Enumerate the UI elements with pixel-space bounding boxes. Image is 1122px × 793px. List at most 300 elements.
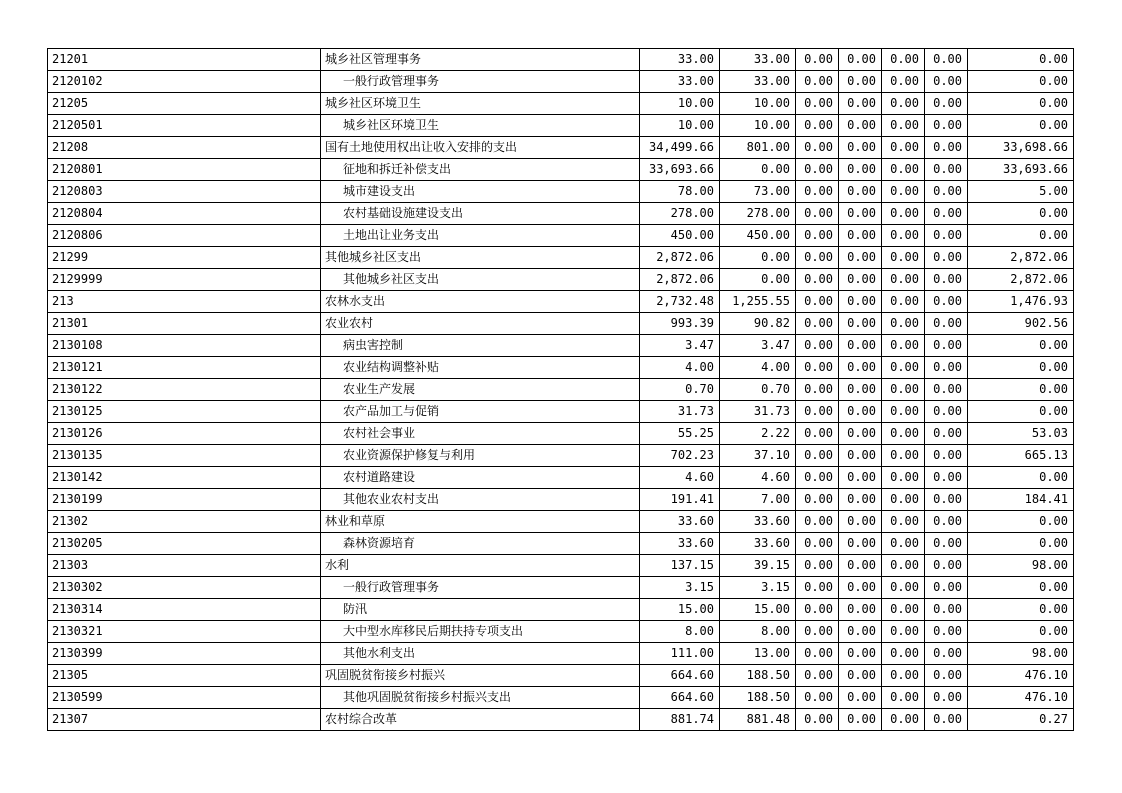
amount-cell: 4.60 <box>640 467 720 489</box>
amount-cell: 0.00 <box>796 159 839 181</box>
amount-cell: 0.00 <box>925 401 968 423</box>
amount-cell: 0.00 <box>720 247 796 269</box>
amount-cell: 98.00 <box>968 643 1074 665</box>
amount-cell: 0.00 <box>968 115 1074 137</box>
amount-cell: 450.00 <box>640 225 720 247</box>
amount-cell: 0.00 <box>925 599 968 621</box>
amount-cell: 0.00 <box>968 621 1074 643</box>
amount-cell: 0.00 <box>796 247 839 269</box>
amount-cell: 881.74 <box>640 709 720 731</box>
subject-name-cell: 城乡社区环境卫生 <box>321 115 640 137</box>
subject-code-cell: 21299 <box>48 247 321 269</box>
amount-cell: 1,255.55 <box>720 291 796 313</box>
amount-cell: 33.00 <box>720 71 796 93</box>
amount-cell: 53.03 <box>968 423 1074 445</box>
subject-name-cell: 农产品加工与促销 <box>321 401 640 423</box>
amount-cell: 0.00 <box>925 511 968 533</box>
amount-cell: 0.00 <box>839 401 882 423</box>
amount-cell: 0.00 <box>839 555 882 577</box>
amount-cell: 13.00 <box>720 643 796 665</box>
amount-cell: 188.50 <box>720 665 796 687</box>
subject-name-cell: 征地和拆迁补偿支出 <box>321 159 640 181</box>
amount-cell: 0.00 <box>839 665 882 687</box>
amount-cell: 0.00 <box>796 709 839 731</box>
amount-cell: 37.10 <box>720 445 796 467</box>
amount-cell: 0.00 <box>839 203 882 225</box>
table-row <box>48 489 1074 511</box>
table-row <box>48 247 1074 269</box>
amount-cell: 0.00 <box>968 577 1074 599</box>
amount-cell: 801.00 <box>720 137 796 159</box>
amount-cell: 191.41 <box>640 489 720 511</box>
amount-cell: 3.15 <box>640 577 720 599</box>
amount-cell: 0.00 <box>882 313 925 335</box>
amount-cell: 0.00 <box>925 71 968 93</box>
subject-code-cell: 2120501 <box>48 115 321 137</box>
amount-cell: 0.00 <box>925 137 968 159</box>
amount-cell: 0.00 <box>839 357 882 379</box>
subject-name-cell: 其他农业农村支出 <box>321 489 640 511</box>
amount-cell: 0.00 <box>882 687 925 709</box>
amount-cell: 0.00 <box>925 687 968 709</box>
amount-cell: 0.00 <box>882 247 925 269</box>
subject-code-cell: 2130314 <box>48 599 321 621</box>
amount-cell: 0.00 <box>925 621 968 643</box>
amount-cell: 0.00 <box>925 555 968 577</box>
amount-cell: 0.00 <box>839 335 882 357</box>
subject-code-cell: 21303 <box>48 555 321 577</box>
table-row <box>48 621 1074 643</box>
amount-cell: 0.00 <box>882 269 925 291</box>
table-row <box>48 93 1074 115</box>
table-row <box>48 137 1074 159</box>
amount-cell: 0.00 <box>796 203 839 225</box>
amount-cell: 0.00 <box>796 467 839 489</box>
table-row <box>48 357 1074 379</box>
subject-name-cell: 水利 <box>321 555 640 577</box>
table-row <box>48 225 1074 247</box>
amount-cell: 31.73 <box>640 401 720 423</box>
table-row <box>48 467 1074 489</box>
subject-code-cell: 21302 <box>48 511 321 533</box>
amount-cell: 450.00 <box>720 225 796 247</box>
subject-name-cell: 农业生产发展 <box>321 379 640 401</box>
subject-name-cell: 森林资源培育 <box>321 533 640 555</box>
amount-cell: 0.00 <box>720 269 796 291</box>
table-row <box>48 71 1074 93</box>
amount-cell: 0.00 <box>968 225 1074 247</box>
amount-cell: 188.50 <box>720 687 796 709</box>
amount-cell: 0.00 <box>882 159 925 181</box>
amount-cell: 0.00 <box>882 137 925 159</box>
subject-name-cell: 病虫害控制 <box>321 335 640 357</box>
table-row <box>48 599 1074 621</box>
subject-name-cell: 防汛 <box>321 599 640 621</box>
table-row <box>48 577 1074 599</box>
amount-cell: 0.00 <box>796 577 839 599</box>
amount-cell: 0.00 <box>796 665 839 687</box>
amount-cell: 278.00 <box>720 203 796 225</box>
subject-code-cell: 2130121 <box>48 357 321 379</box>
amount-cell: 0.00 <box>796 335 839 357</box>
amount-cell: 0.00 <box>882 423 925 445</box>
subject-name-cell: 其他巩固脱贫衔接乡村振兴支出 <box>321 687 640 709</box>
amount-cell: 0.00 <box>968 511 1074 533</box>
amount-cell: 0.00 <box>839 137 882 159</box>
amount-cell: 184.41 <box>968 489 1074 511</box>
amount-cell: 33,693.66 <box>968 159 1074 181</box>
amount-cell: 0.00 <box>925 247 968 269</box>
amount-cell: 0.00 <box>882 49 925 71</box>
amount-cell: 476.10 <box>968 687 1074 709</box>
amount-cell: 0.00 <box>839 225 882 247</box>
subject-name-cell: 城乡社区环境卫生 <box>321 93 640 115</box>
amount-cell: 0.00 <box>839 159 882 181</box>
amount-cell: 78.00 <box>640 181 720 203</box>
subject-name-cell: 一般行政管理事务 <box>321 577 640 599</box>
subject-code-cell: 2120806 <box>48 225 321 247</box>
amount-cell: 902.56 <box>968 313 1074 335</box>
amount-cell: 90.82 <box>720 313 796 335</box>
amount-cell: 0.00 <box>882 511 925 533</box>
amount-cell: 73.00 <box>720 181 796 203</box>
subject-name-cell: 城市建设支出 <box>321 181 640 203</box>
amount-cell: 33.00 <box>640 71 720 93</box>
subject-name-cell: 土地出让业务支出 <box>321 225 640 247</box>
table-row <box>48 335 1074 357</box>
subject-name-cell: 农业资源保护修复与利用 <box>321 445 640 467</box>
amount-cell: 702.23 <box>640 445 720 467</box>
amount-cell: 0.00 <box>968 599 1074 621</box>
amount-cell: 0.00 <box>968 467 1074 489</box>
amount-cell: 0.70 <box>720 379 796 401</box>
amount-cell: 0.00 <box>968 379 1074 401</box>
subject-code-cell: 2130399 <box>48 643 321 665</box>
amount-cell: 0.00 <box>882 555 925 577</box>
subject-name-cell: 农业结构调整补贴 <box>321 357 640 379</box>
subject-code-cell: 2120803 <box>48 181 321 203</box>
subject-code-cell: 2120801 <box>48 159 321 181</box>
amount-cell: 0.00 <box>796 291 839 313</box>
amount-cell: 111.00 <box>640 643 720 665</box>
table-row <box>48 115 1074 137</box>
amount-cell: 0.00 <box>925 467 968 489</box>
amount-cell: 7.00 <box>720 489 796 511</box>
amount-cell: 33.60 <box>640 533 720 555</box>
amount-cell: 0.00 <box>968 49 1074 71</box>
subject-code-cell: 21305 <box>48 665 321 687</box>
amount-cell: 0.00 <box>882 401 925 423</box>
amount-cell: 0.00 <box>925 181 968 203</box>
amount-cell: 33.60 <box>640 511 720 533</box>
amount-cell: 0.00 <box>796 379 839 401</box>
amount-cell: 0.00 <box>925 709 968 731</box>
table-body <box>48 49 1074 731</box>
amount-cell: 0.00 <box>925 445 968 467</box>
amount-cell: 0.00 <box>925 203 968 225</box>
subject-code-cell: 2130108 <box>48 335 321 357</box>
amount-cell: 0.00 <box>796 313 839 335</box>
amount-cell: 31.73 <box>720 401 796 423</box>
amount-cell: 0.70 <box>640 379 720 401</box>
amount-cell: 0.00 <box>796 357 839 379</box>
subject-name-cell: 大中型水库移民后期扶持专项支出 <box>321 621 640 643</box>
amount-cell: 33.00 <box>640 49 720 71</box>
table-row <box>48 533 1074 555</box>
amount-cell: 0.00 <box>968 401 1074 423</box>
amount-cell: 0.00 <box>796 621 839 643</box>
amount-cell: 0.00 <box>839 49 882 71</box>
amount-cell: 3.47 <box>720 335 796 357</box>
table-row <box>48 423 1074 445</box>
amount-cell: 33.60 <box>720 511 796 533</box>
amount-cell: 0.00 <box>882 577 925 599</box>
amount-cell: 0.00 <box>839 379 882 401</box>
amount-cell: 98.00 <box>968 555 1074 577</box>
amount-cell: 0.27 <box>968 709 1074 731</box>
table-row <box>48 203 1074 225</box>
amount-cell: 0.00 <box>796 643 839 665</box>
amount-cell: 2,872.06 <box>968 247 1074 269</box>
amount-cell: 664.60 <box>640 665 720 687</box>
subject-name-cell: 农林水支出 <box>321 291 640 313</box>
amount-cell: 0.00 <box>796 533 839 555</box>
amount-cell: 2,872.06 <box>640 269 720 291</box>
amount-cell: 0.00 <box>968 533 1074 555</box>
amount-cell: 0.00 <box>925 159 968 181</box>
subject-code-cell: 2130142 <box>48 467 321 489</box>
amount-cell: 0.00 <box>882 379 925 401</box>
amount-cell: 10.00 <box>720 93 796 115</box>
amount-cell: 0.00 <box>925 357 968 379</box>
amount-cell: 0.00 <box>925 577 968 599</box>
amount-cell: 0.00 <box>796 687 839 709</box>
amount-cell: 0.00 <box>882 467 925 489</box>
amount-cell: 33.00 <box>720 49 796 71</box>
amount-cell: 3.47 <box>640 335 720 357</box>
table-row <box>48 269 1074 291</box>
amount-cell: 0.00 <box>882 621 925 643</box>
subject-code-cell: 21205 <box>48 93 321 115</box>
amount-cell: 0.00 <box>839 643 882 665</box>
subject-name-cell: 其他城乡社区支出 <box>321 269 640 291</box>
amount-cell: 0.00 <box>796 269 839 291</box>
amount-cell: 4.00 <box>720 357 796 379</box>
table-row <box>48 687 1074 709</box>
amount-cell: 4.60 <box>720 467 796 489</box>
amount-cell: 278.00 <box>640 203 720 225</box>
amount-cell: 0.00 <box>796 445 839 467</box>
amount-cell: 0.00 <box>925 49 968 71</box>
amount-cell: 0.00 <box>839 93 882 115</box>
amount-cell: 0.00 <box>882 599 925 621</box>
subject-code-cell: 21201 <box>48 49 321 71</box>
subject-code-cell: 2130122 <box>48 379 321 401</box>
amount-cell: 8.00 <box>640 621 720 643</box>
table-row <box>48 49 1074 71</box>
subject-code-cell: 2130199 <box>48 489 321 511</box>
amount-cell: 0.00 <box>839 489 882 511</box>
table-row <box>48 643 1074 665</box>
amount-cell: 0.00 <box>839 247 882 269</box>
table-row <box>48 401 1074 423</box>
amount-cell: 15.00 <box>720 599 796 621</box>
amount-cell: 0.00 <box>796 137 839 159</box>
amount-cell: 0.00 <box>925 225 968 247</box>
subject-name-cell: 农村社会事业 <box>321 423 640 445</box>
table-row <box>48 665 1074 687</box>
amount-cell: 0.00 <box>796 225 839 247</box>
amount-cell: 0.00 <box>796 555 839 577</box>
subject-code-cell: 21208 <box>48 137 321 159</box>
amount-cell: 0.00 <box>925 379 968 401</box>
amount-cell: 0.00 <box>839 291 882 313</box>
amount-cell: 33,698.66 <box>968 137 1074 159</box>
amount-cell: 0.00 <box>968 203 1074 225</box>
amount-cell: 0.00 <box>925 533 968 555</box>
amount-cell: 8.00 <box>720 621 796 643</box>
subject-name-cell: 城乡社区管理事务 <box>321 49 640 71</box>
subject-code-cell: 21301 <box>48 313 321 335</box>
subject-code-cell: 2130599 <box>48 687 321 709</box>
table-row <box>48 291 1074 313</box>
amount-cell: 0.00 <box>839 445 882 467</box>
amount-cell: 664.60 <box>640 687 720 709</box>
amount-cell: 10.00 <box>720 115 796 137</box>
amount-cell: 881.48 <box>720 709 796 731</box>
amount-cell: 0.00 <box>925 269 968 291</box>
amount-cell: 0.00 <box>796 49 839 71</box>
amount-cell: 0.00 <box>839 709 882 731</box>
amount-cell: 10.00 <box>640 93 720 115</box>
amount-cell: 0.00 <box>839 181 882 203</box>
budget-expenditure-table <box>47 48 1074 731</box>
amount-cell: 0.00 <box>882 71 925 93</box>
amount-cell: 3.15 <box>720 577 796 599</box>
amount-cell: 0.00 <box>839 71 882 93</box>
amount-cell: 0.00 <box>882 665 925 687</box>
subject-name-cell: 巩固脱贫衔接乡村振兴 <box>321 665 640 687</box>
amount-cell: 0.00 <box>968 335 1074 357</box>
amount-cell: 137.15 <box>640 555 720 577</box>
amount-cell: 0.00 <box>839 599 882 621</box>
subject-name-cell: 林业和草原 <box>321 511 640 533</box>
amount-cell: 0.00 <box>796 599 839 621</box>
table-row <box>48 511 1074 533</box>
amount-cell: 0.00 <box>882 93 925 115</box>
amount-cell: 0.00 <box>796 93 839 115</box>
subject-code-cell: 213 <box>48 291 321 313</box>
amount-cell: 0.00 <box>796 71 839 93</box>
amount-cell: 0.00 <box>882 643 925 665</box>
amount-cell: 0.00 <box>925 423 968 445</box>
amount-cell: 0.00 <box>839 687 882 709</box>
subject-name-cell: 其他水利支出 <box>321 643 640 665</box>
table-row <box>48 379 1074 401</box>
amount-cell: 33,693.66 <box>640 159 720 181</box>
subject-name-cell: 一般行政管理事务 <box>321 71 640 93</box>
subject-code-cell: 2130205 <box>48 533 321 555</box>
amount-cell: 476.10 <box>968 665 1074 687</box>
subject-name-cell: 农村综合改革 <box>321 709 640 731</box>
amount-cell: 33.60 <box>720 533 796 555</box>
amount-cell: 0.00 <box>925 291 968 313</box>
subject-code-cell: 2130321 <box>48 621 321 643</box>
table-row <box>48 181 1074 203</box>
amount-cell: 0.00 <box>925 115 968 137</box>
table-row <box>48 555 1074 577</box>
amount-cell: 665.13 <box>968 445 1074 467</box>
amount-cell: 1,476.93 <box>968 291 1074 313</box>
amount-cell: 55.25 <box>640 423 720 445</box>
amount-cell: 0.00 <box>882 203 925 225</box>
amount-cell: 15.00 <box>640 599 720 621</box>
amount-cell: 0.00 <box>882 489 925 511</box>
table-row <box>48 313 1074 335</box>
amount-cell: 0.00 <box>839 423 882 445</box>
subject-name-cell: 农村道路建设 <box>321 467 640 489</box>
amount-cell: 0.00 <box>925 335 968 357</box>
amount-cell: 0.00 <box>925 489 968 511</box>
amount-cell: 0.00 <box>839 269 882 291</box>
amount-cell: 0.00 <box>796 181 839 203</box>
subject-code-cell: 2129999 <box>48 269 321 291</box>
subject-code-cell: 2120804 <box>48 203 321 225</box>
subject-code-cell: 2130302 <box>48 577 321 599</box>
amount-cell: 0.00 <box>882 291 925 313</box>
amount-cell: 0.00 <box>839 533 882 555</box>
amount-cell: 0.00 <box>882 115 925 137</box>
amount-cell: 0.00 <box>882 709 925 731</box>
amount-cell: 993.39 <box>640 313 720 335</box>
amount-cell: 39.15 <box>720 555 796 577</box>
amount-cell: 0.00 <box>882 357 925 379</box>
amount-cell: 0.00 <box>968 71 1074 93</box>
amount-cell: 0.00 <box>968 357 1074 379</box>
amount-cell: 0.00 <box>882 445 925 467</box>
subject-code-cell: 2130125 <box>48 401 321 423</box>
subject-name-cell: 国有土地使用权出让收入安排的支出 <box>321 137 640 159</box>
table-row <box>48 709 1074 731</box>
amount-cell: 0.00 <box>796 115 839 137</box>
table-row <box>48 159 1074 181</box>
amount-cell: 34,499.66 <box>640 137 720 159</box>
amount-cell: 0.00 <box>968 93 1074 115</box>
amount-cell: 5.00 <box>968 181 1074 203</box>
amount-cell: 0.00 <box>839 577 882 599</box>
amount-cell: 10.00 <box>640 115 720 137</box>
amount-cell: 0.00 <box>882 335 925 357</box>
subject-name-cell: 农村基础设施建设支出 <box>321 203 640 225</box>
amount-cell: 0.00 <box>796 489 839 511</box>
amount-cell: 2,732.48 <box>640 291 720 313</box>
amount-cell: 0.00 <box>925 643 968 665</box>
amount-cell: 2,872.06 <box>640 247 720 269</box>
amount-cell: 0.00 <box>839 467 882 489</box>
amount-cell: 4.00 <box>640 357 720 379</box>
subject-code-cell: 2130126 <box>48 423 321 445</box>
amount-cell: 0.00 <box>839 621 882 643</box>
amount-cell: 0.00 <box>839 313 882 335</box>
amount-cell: 0.00 <box>925 665 968 687</box>
subject-code-cell: 21307 <box>48 709 321 731</box>
amount-cell: 0.00 <box>925 313 968 335</box>
amount-cell: 0.00 <box>882 181 925 203</box>
amount-cell: 0.00 <box>796 511 839 533</box>
subject-name-cell: 农业农村 <box>321 313 640 335</box>
amount-cell: 0.00 <box>882 225 925 247</box>
amount-cell: 0.00 <box>796 423 839 445</box>
